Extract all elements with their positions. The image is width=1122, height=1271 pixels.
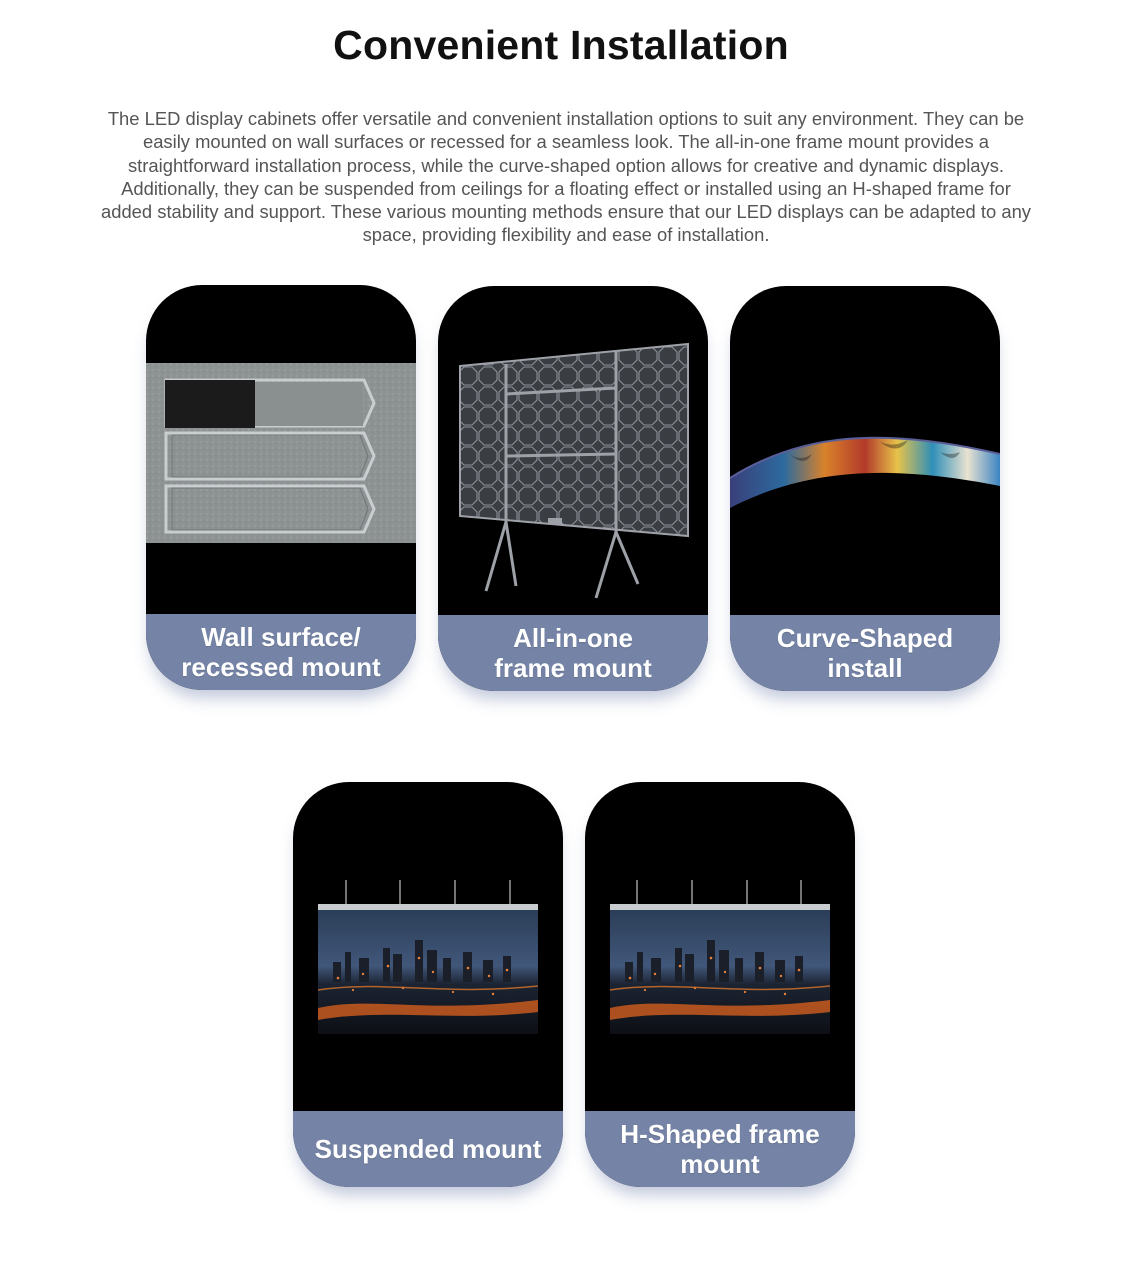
card-label: All-in-one frame mount	[438, 615, 708, 691]
section-description: The LED display cabinets offer versatile and convenient installation options to suit any environment. They can be easily mounted on wall surfaces or recessed for a seamless look. The all-in-one frame mount provides a straightforward installation process, while the curve-shaped option allows for creative and dynamic displays. Additionally, they can be suspended from ceilings for a floating effect or installed using an H-shaped frame for added stability and support. These various mounting methods ensure that our LED displays can be adapted to any space, providing flexibility and ease of installation.	[101, 108, 1031, 246]
page-title: Convenient Installation	[333, 22, 789, 68]
card-frame-mount[interactable]	[438, 286, 708, 691]
card-h-frame-mount[interactable]	[585, 782, 855, 1187]
card-suspended-mount[interactable]	[293, 782, 563, 1187]
card-label: Curve-Shaped install	[730, 615, 1000, 691]
card-label: H-Shaped frame mount	[585, 1111, 855, 1187]
card-curve-install[interactable]	[730, 286, 1000, 691]
card-label: Suspended mount	[293, 1111, 563, 1187]
card-label: Wall surface/ recessed mount	[146, 614, 416, 690]
card-wall-mount[interactable]	[146, 285, 416, 690]
